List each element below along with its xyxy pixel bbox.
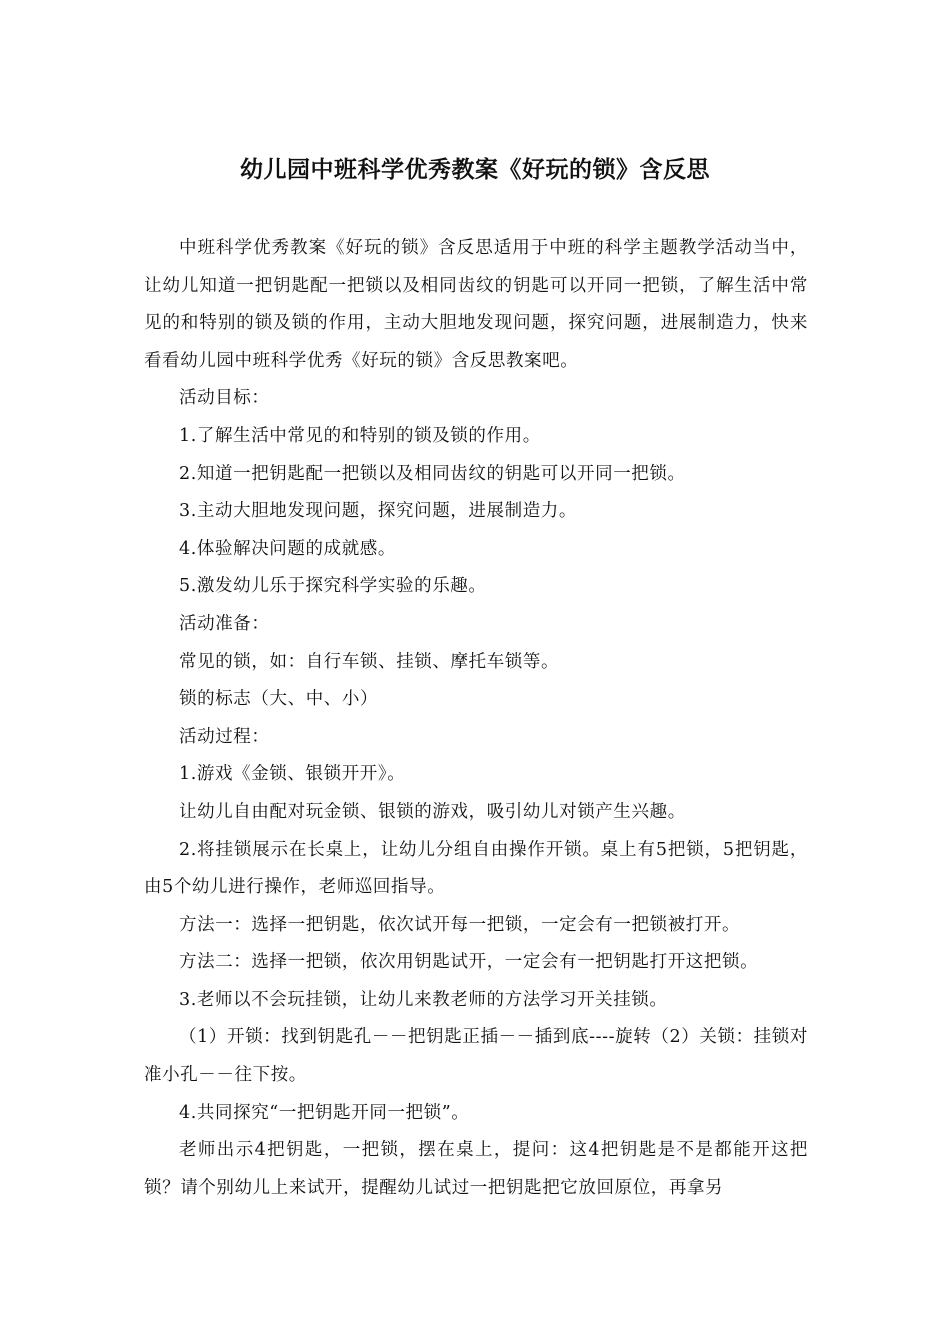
intro-paragraph: 中班科学优秀教案《好玩的锁》含反思适用于中班的科学主题教学活动当中，让幼儿知道一把钥匙配一把锁以及相同齿纹的钥匙可以开同一把锁，了解生活中常见的和特别的锁及锁的作用，主动大胆地发现问题，探究问题，进展制造力，快来看看幼儿园中班科学优秀《好玩的锁》含反思教案吧。: [144, 238, 808, 371]
section-heading-preparation: 活动准备：: [179, 613, 270, 634]
preparation-item: 锁的标志（大、中、小）: [179, 689, 379, 710]
process-paragraph: 让幼儿自由配对玩金锁、银锁的游戏，吸引幼儿对锁产生兴趣。: [179, 801, 686, 822]
document-body: [144, 230, 808, 1207]
process-paragraph: 老师出示4把钥匙，一把锁，摆在桌上，提问：这4把钥匙是不是都能开这把锁？请个别幼儿上来试开，提醒幼儿试过一把钥匙把它放回原位，再拿另: [144, 1140, 808, 1198]
preparation-item: 常见的锁，如：自行车锁、挂锁、摩托车锁等。: [179, 651, 560, 672]
objective-item: 4.体验解决问题的成就感。: [179, 538, 396, 559]
process-paragraph: （1）开锁：找到钥匙孔－－把钥匙正插－－插到底----旋转（2）关锁：挂锁对准小孔－－往下按。: [144, 1027, 808, 1086]
process-paragraph: 方法二：选择一把锁，依次用钥匙试开，一定会有一把钥匙打开这把锁。: [179, 952, 759, 973]
process-step: 2.将挂锁展示在长桌上，让幼儿分组自由操作开锁。桌上有5把锁，5把钥匙，由5个幼儿进行操作，老师巡回指导。: [144, 839, 808, 898]
process-step: 4.共同探究“一把钥匙开同一把锁”。: [179, 1102, 470, 1123]
section-heading-process: 活动过程：: [179, 726, 270, 747]
process-step: 1.游戏《金锁、银锁开开》。: [179, 764, 406, 785]
objective-item: 1.了解生活中常见的和特别的锁及锁的作用。: [179, 425, 541, 446]
objective-item: 2.知道一把钥匙配一把锁以及相同齿纹的钥匙可以开同一把锁。: [179, 463, 686, 484]
objective-item: 3.主动大胆地发现问题，探究问题，进展制造力。: [179, 501, 577, 522]
document-title: 幼儿园中班科学优秀教案《好玩的锁》含反思: [240, 157, 710, 183]
section-heading-objectives: 活动目标：: [179, 388, 270, 409]
process-step: 3.老师以不会玩挂锁，让幼儿来教老师的方法学习开关挂锁。: [179, 989, 668, 1010]
objective-item: 5.激发幼儿乐于探究科学实验的乐趣。: [179, 576, 487, 597]
process-paragraph: 方法一：选择一把钥匙，依次试开每一把锁，一定会有一把锁被打开。: [179, 914, 741, 935]
